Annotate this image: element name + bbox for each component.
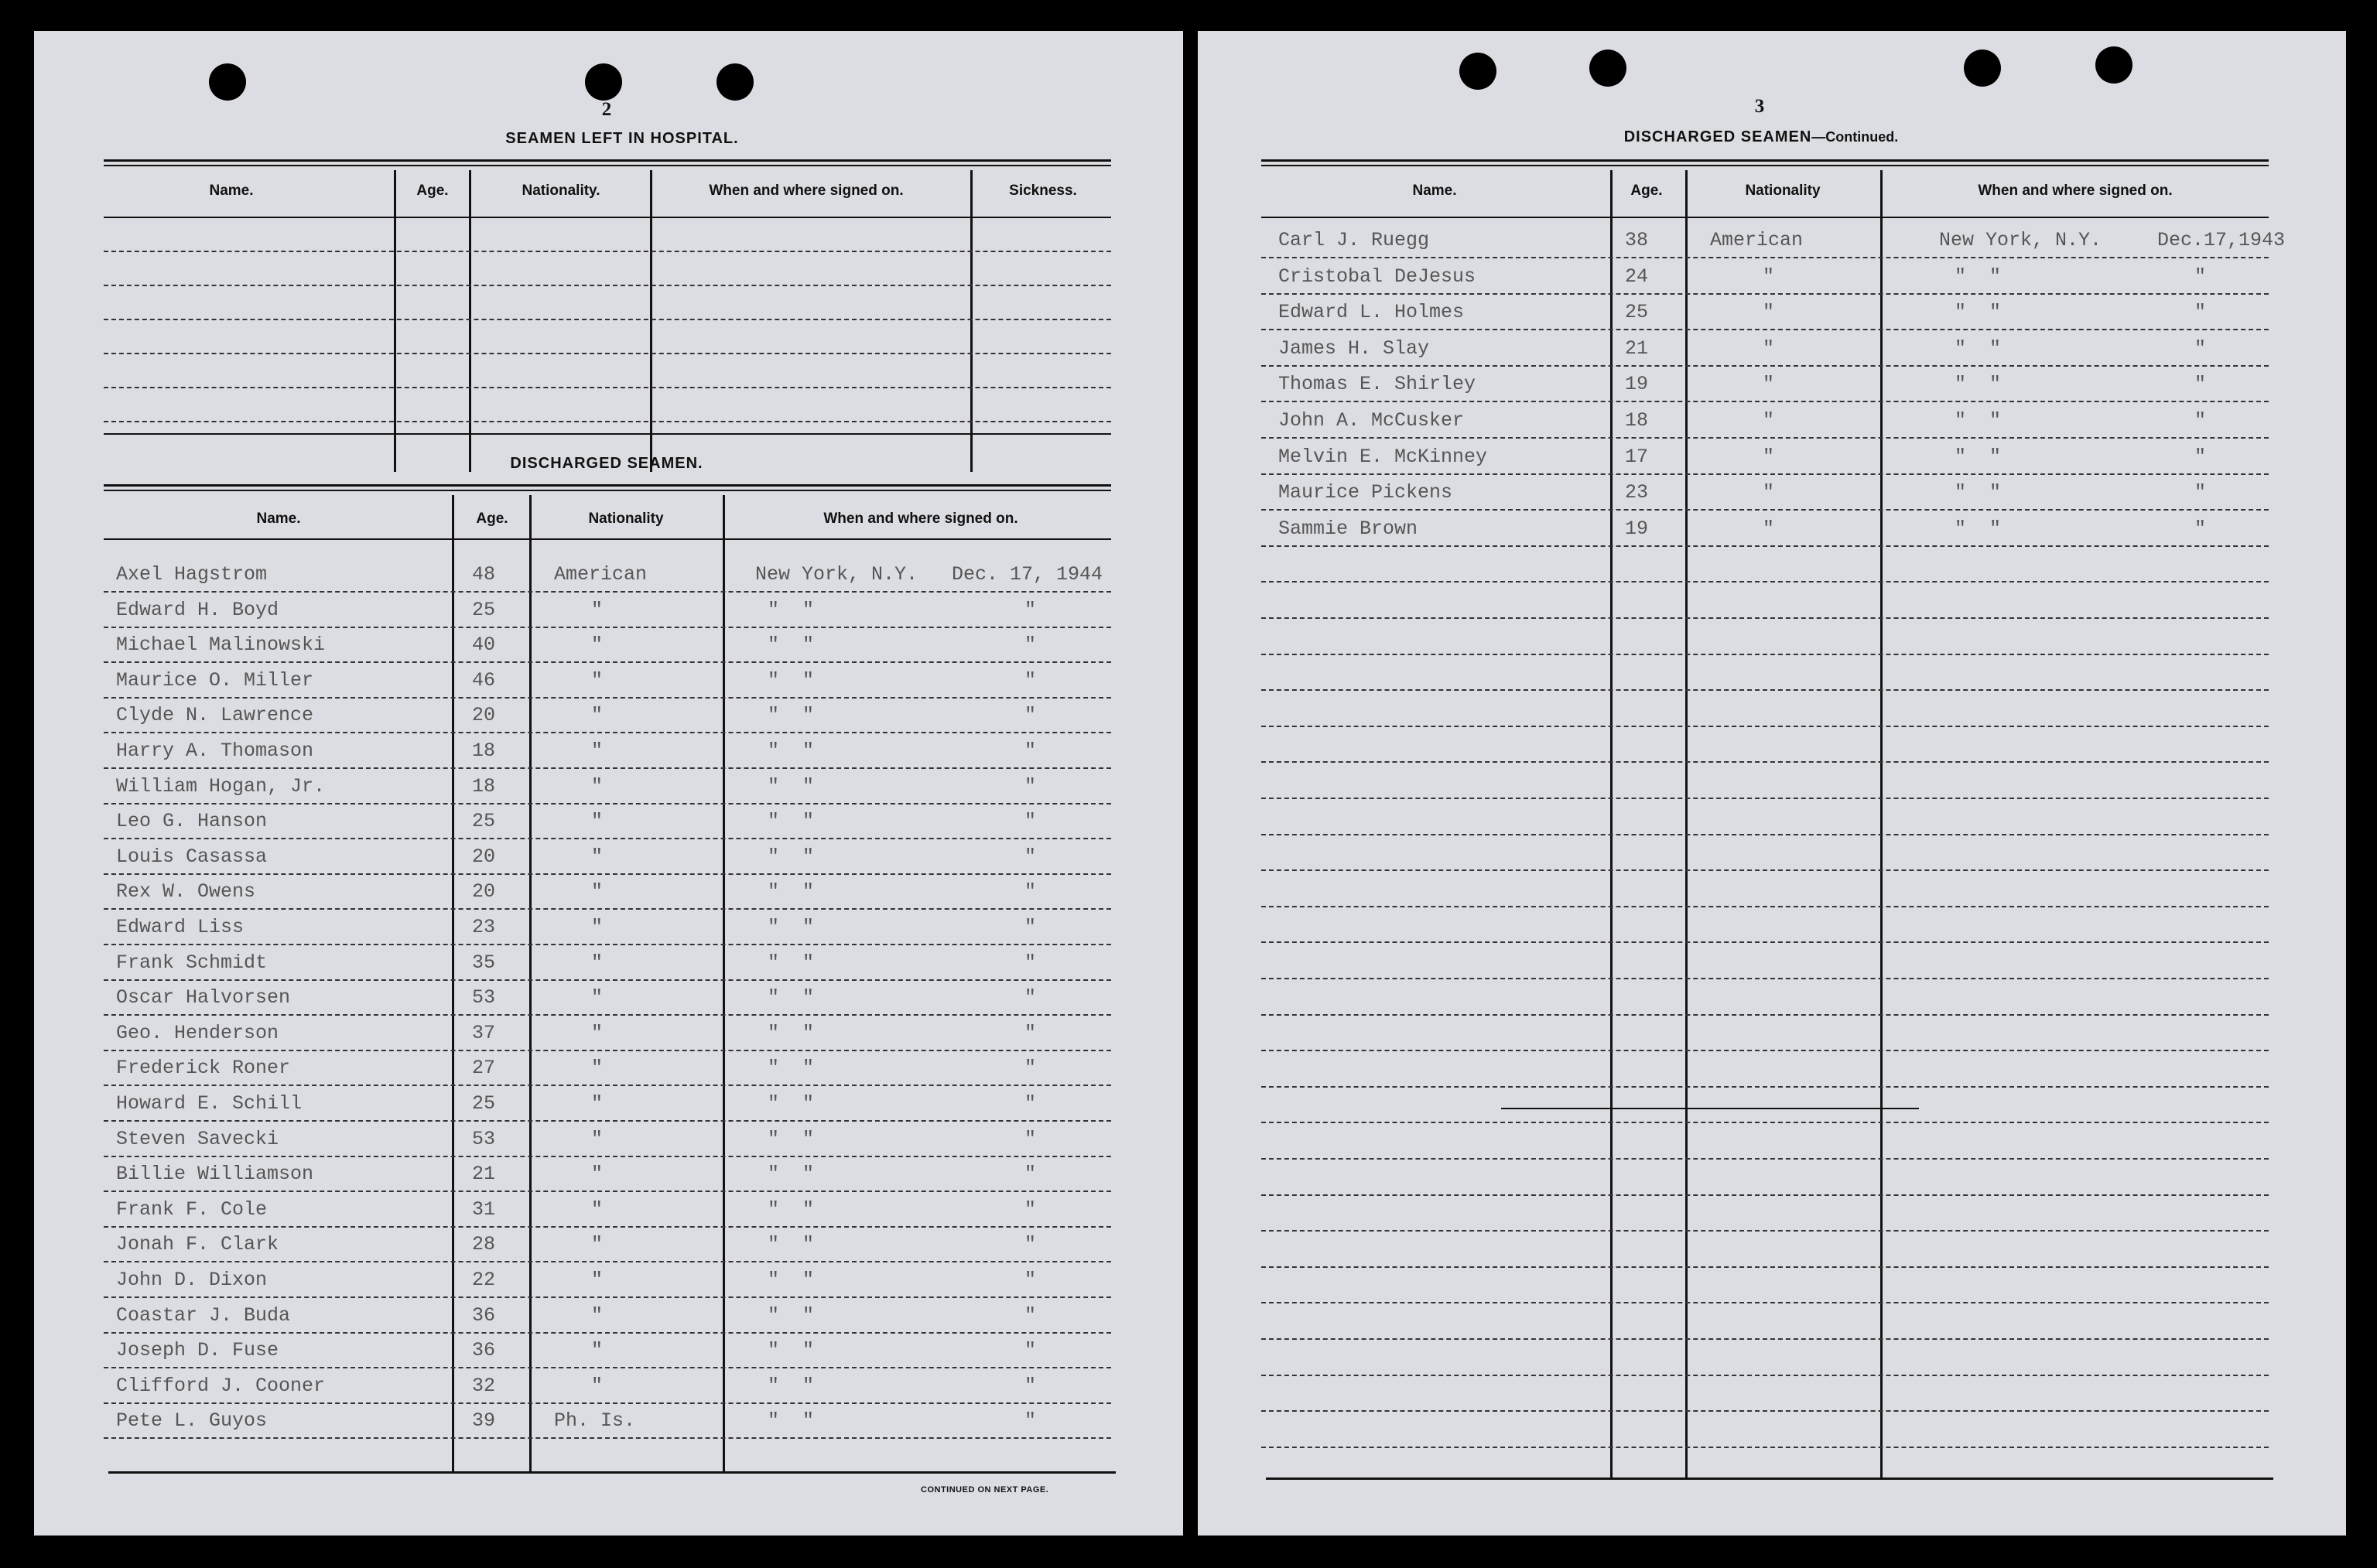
seaman-name: Edward H. Boyd <box>116 599 279 621</box>
seaman-age: 48 <box>472 563 496 586</box>
signed-on-place: " " <box>768 1233 815 1255</box>
punch-hole <box>1459 53 1496 90</box>
dotted-row-line <box>1261 401 2269 402</box>
signed-on-date: " <box>1024 1304 1037 1327</box>
dotted-row-line <box>104 1191 1111 1192</box>
seaman-age: 27 <box>472 1057 496 1079</box>
seaman-nationality: " <box>591 845 604 868</box>
signed-on-date: " <box>2194 301 2207 323</box>
seaman-name: Frank F. Cole <box>116 1198 268 1221</box>
dotted-row-line <box>104 1296 1111 1298</box>
seaman-age: 19 <box>1625 373 1649 395</box>
dotted-row-line <box>1261 941 2269 943</box>
right-header-signed-on: When and where signed on. <box>1978 183 2173 199</box>
signed-on-place: " " <box>768 845 815 868</box>
seaman-name: Frank Schmidt <box>116 951 268 974</box>
dotted-row-line <box>1261 1447 2269 1448</box>
signed-on-place: " " <box>768 634 815 656</box>
signed-on-place: " " <box>1955 446 2002 468</box>
seaman-nationality: " <box>591 634 604 656</box>
signed-on-place: " " <box>768 1375 815 1397</box>
dotted-row-line <box>1261 1086 2269 1088</box>
dotted-row-line <box>104 1050 1111 1051</box>
right-page <box>1198 31 2346 1536</box>
dotted-row-line <box>104 697 1111 699</box>
signed-on-date: " <box>1024 845 1037 868</box>
dotted-row-line <box>1261 617 2269 619</box>
seaman-nationality: " <box>591 1057 604 1079</box>
signed-on-place: " " <box>768 669 815 692</box>
dotted-row-line <box>104 1085 1111 1086</box>
seaman-age: 23 <box>1625 481 1649 504</box>
seaman-name: Howard E. Schill <box>116 1092 303 1115</box>
seaman-nationality: " <box>591 599 604 621</box>
seaman-age: 37 <box>472 1022 496 1044</box>
dotted-row-line <box>1261 689 2269 691</box>
seaman-nationality: " <box>591 1163 604 1185</box>
dotted-row-line <box>1261 834 2269 835</box>
dotted-row-line <box>1261 906 2269 907</box>
dotted-row-line <box>104 1226 1111 1228</box>
dotted-row-line <box>104 979 1111 981</box>
seaman-age: 18 <box>472 740 496 762</box>
seaman-name: Edward L. Holmes <box>1278 301 1465 323</box>
signed-on-date: " <box>1024 1233 1037 1255</box>
signed-on-place: New York, N.Y. <box>755 563 918 586</box>
right-header-age: Age. <box>1630 183 1663 199</box>
dotted-row-line <box>1261 1338 2269 1340</box>
dotted-row-line <box>104 421 1111 422</box>
signed-on-place: " " <box>768 740 815 762</box>
signed-on-date: " <box>1024 916 1037 938</box>
seaman-nationality: " <box>591 1304 604 1327</box>
seaman-age: 25 <box>472 1092 496 1115</box>
dotted-row-line <box>1261 257 2269 258</box>
dotted-row-line <box>1261 1302 2269 1303</box>
column-divider <box>723 495 725 1471</box>
dotted-row-line <box>1261 1375 2269 1376</box>
signed-on-date: " <box>1024 1409 1037 1432</box>
discharged-header-nationality: Nationality <box>588 511 664 527</box>
right-bottom-rule <box>1266 1477 2273 1480</box>
signed-on-date: " <box>1024 740 1037 762</box>
signed-on-date: " <box>1024 669 1037 692</box>
seaman-name: Edward Liss <box>116 916 245 938</box>
signed-on-date: " <box>1024 634 1037 656</box>
hospital-header-age: Age. <box>416 183 449 199</box>
punch-hole <box>1964 50 2001 87</box>
dotted-row-line <box>1261 1122 2269 1123</box>
signed-on-date: " <box>2194 265 2207 288</box>
dotted-row-line <box>1261 1050 2269 1051</box>
seaman-age: 38 <box>1625 229 1649 251</box>
hospital-top-rule <box>104 159 1111 166</box>
signed-on-place: " " <box>1955 265 2002 288</box>
seaman-age: 18 <box>472 775 496 798</box>
seaman-name: Oscar Halvorsen <box>116 986 291 1009</box>
dotted-row-line <box>1261 437 2269 439</box>
seaman-age: 25 <box>1625 301 1649 323</box>
signed-on-place: " " <box>768 599 815 621</box>
seaman-age: 36 <box>472 1339 496 1361</box>
column-divider <box>970 170 973 472</box>
seaman-name: Pete L. Guyos <box>116 1409 268 1432</box>
seaman-age: 25 <box>472 599 496 621</box>
column-divider <box>469 170 471 472</box>
dotted-row-line <box>104 944 1111 945</box>
punch-hole <box>2095 46 2132 84</box>
hospital-header-rule <box>104 217 1111 218</box>
dotted-row-line <box>1261 1266 2269 1268</box>
signed-on-place: " " <box>768 880 815 903</box>
seaman-age: 25 <box>472 810 496 832</box>
seaman-nationality: American <box>554 563 648 586</box>
seaman-name: Clifford J. Cooner <box>116 1375 326 1397</box>
seaman-nationality: " <box>591 704 604 726</box>
seaman-age: 40 <box>472 634 496 656</box>
seaman-name: Louis Casassa <box>116 845 268 868</box>
discharged-header-signed-on: When and where signed on. <box>823 511 1018 527</box>
dotted-row-line <box>1261 1158 2269 1160</box>
dotted-row-line <box>104 1367 1111 1368</box>
dotted-row-line <box>1261 1410 2269 1412</box>
signed-on-date: " <box>1024 1128 1037 1150</box>
title-suffix: —Continued. <box>1811 129 1899 145</box>
blank-rule <box>1501 1108 1919 1109</box>
seaman-name: Leo G. Hanson <box>116 810 268 832</box>
dotted-row-line <box>104 591 1111 593</box>
column-divider <box>650 170 652 472</box>
signed-on-date: " <box>1024 986 1037 1009</box>
dotted-row-line <box>104 1437 1111 1439</box>
signed-on-place: " " <box>768 1339 815 1361</box>
signed-on-place: " " <box>1955 518 2002 540</box>
dotted-row-line <box>1261 869 2269 871</box>
signed-on-place: " " <box>768 1269 815 1291</box>
hospital-header-sickness: Sickness. <box>1009 183 1077 199</box>
seaman-name: Rex W. Owens <box>116 880 256 903</box>
hospital-title: SEAMEN LEFT IN HOSPITAL. <box>505 130 739 147</box>
dotted-row-line <box>1261 365 2269 367</box>
seaman-nationality: " <box>591 1269 604 1291</box>
signed-on-date: Dec. 17, 1944 <box>952 563 1103 586</box>
dotted-row-line <box>1261 473 2269 475</box>
right-top-rule <box>1261 159 2269 166</box>
seaman-name: James H. Slay <box>1278 337 1430 360</box>
hospital-header-name: Name. <box>209 183 254 199</box>
dotted-row-line <box>104 387 1111 388</box>
signed-on-date: " <box>2194 337 2207 360</box>
discharged-continued-title <box>1624 128 1899 146</box>
punch-hole <box>1589 50 1626 87</box>
seaman-nationality: " <box>1763 481 1775 504</box>
signed-on-place: " " <box>768 951 815 974</box>
signed-on-date: " <box>1024 1022 1037 1044</box>
seaman-nationality: " <box>1763 518 1775 540</box>
dotted-row-line <box>104 1402 1111 1404</box>
seaman-name: Maurice O. Miller <box>116 669 314 692</box>
seaman-name: Cristobal DeJesus <box>1278 265 1476 288</box>
column-divider <box>452 495 454 1471</box>
signed-on-date: " <box>1024 1163 1037 1185</box>
discharged-header-rule <box>104 538 1111 540</box>
dotted-row-line <box>104 661 1111 663</box>
hospital-bottom-rule <box>104 433 1111 435</box>
discharged-top-rule <box>104 484 1111 491</box>
signed-on-place: " " <box>768 704 815 726</box>
signed-on-place: " " <box>1955 409 2002 432</box>
seaman-age: 22 <box>472 1269 496 1291</box>
seaman-nationality: " <box>1763 265 1775 288</box>
signed-on-place: " " <box>768 1409 815 1432</box>
seaman-nationality: " <box>591 775 604 798</box>
hospital-header-nationality: Nationality. <box>522 183 600 199</box>
seaman-nationality: " <box>591 916 604 938</box>
discharged-title: DISCHARGED SEAMEN. <box>510 455 703 472</box>
signed-on-date: " <box>1024 951 1037 974</box>
hospital-header-signed-on: When and where signed on. <box>709 183 904 199</box>
dotted-row-line <box>1261 798 2269 799</box>
dotted-row-line <box>1261 978 2269 979</box>
seaman-name: Frederick Roner <box>116 1057 291 1079</box>
signed-on-date: " <box>2194 518 2207 540</box>
seaman-nationality: " <box>591 810 604 832</box>
signed-on-date: " <box>1024 1375 1037 1397</box>
signed-on-date: " <box>2194 373 2207 395</box>
seaman-age: 35 <box>472 951 496 974</box>
seaman-age: 46 <box>472 669 496 692</box>
dotted-row-line <box>104 838 1111 839</box>
seaman-nationality: " <box>591 986 604 1009</box>
seaman-nationality: " <box>591 740 604 762</box>
seaman-nationality: " <box>591 951 604 974</box>
seaman-age: 18 <box>1625 409 1649 432</box>
dotted-row-line <box>104 1261 1111 1262</box>
seaman-nationality: " <box>591 1022 604 1044</box>
seaman-age: 32 <box>472 1375 496 1397</box>
continued-note: CONTINUED ON NEXT PAGE. <box>921 1485 1049 1495</box>
dotted-row-line <box>1261 293 2269 295</box>
seaman-name: Michael Malinowski <box>116 634 326 656</box>
seaman-nationality: " <box>1763 409 1775 432</box>
seaman-nationality: American <box>1710 229 1804 251</box>
seaman-name: Coastar J. Buda <box>116 1304 291 1327</box>
seaman-name: Clyde N. Lawrence <box>116 704 314 726</box>
seaman-name: Geo. Henderson <box>116 1022 279 1044</box>
signed-on-place: " " <box>1955 373 2002 395</box>
dotted-row-line <box>1261 761 2269 763</box>
signed-on-place: New York, N.Y. <box>1939 229 2102 251</box>
seaman-name: Maurice Pickens <box>1278 481 1453 504</box>
seaman-name: William Hogan, Jr. <box>116 775 326 798</box>
dotted-row-line <box>104 1120 1111 1122</box>
seaman-age: 39 <box>472 1409 496 1432</box>
seaman-name: Jonah F. Clark <box>116 1233 279 1255</box>
dotted-row-line <box>1261 1230 2269 1232</box>
seaman-nationality: " <box>591 1233 604 1255</box>
signed-on-date: " <box>2194 481 2207 504</box>
seaman-nationality: " <box>591 880 604 903</box>
dotted-row-line <box>1261 329 2269 330</box>
signed-on-date: " <box>2194 446 2207 468</box>
seaman-name: Harry A. Thomason <box>116 740 314 762</box>
seaman-name: Joseph D. Fuse <box>116 1339 279 1361</box>
signed-on-place: " " <box>768 775 815 798</box>
seaman-age: 20 <box>472 704 496 726</box>
discharged-header-age: Age. <box>476 511 508 527</box>
signed-on-date: " <box>1024 810 1037 832</box>
signed-on-place: " " <box>768 916 815 938</box>
dotted-row-line <box>1261 581 2269 582</box>
dotted-row-line <box>104 1014 1111 1016</box>
signed-on-place: " " <box>768 810 815 832</box>
dotted-row-line <box>1261 545 2269 547</box>
seaman-age: 19 <box>1625 518 1649 540</box>
signed-on-date: " <box>1024 599 1037 621</box>
page-number: 3 <box>1754 96 1765 117</box>
dotted-row-line <box>104 908 1111 910</box>
signed-on-place: " " <box>768 1022 815 1044</box>
seaman-age: 53 <box>472 1128 496 1150</box>
signed-on-place: " " <box>768 1057 815 1079</box>
signed-on-date: " <box>1024 1269 1037 1291</box>
seaman-age: 23 <box>472 916 496 938</box>
dotted-row-line <box>104 873 1111 875</box>
seaman-nationality: " <box>1763 301 1775 323</box>
signed-on-place: " " <box>768 1198 815 1221</box>
signed-on-place: " " <box>1955 337 2002 360</box>
seaman-nationality: " <box>591 1198 604 1221</box>
seaman-age: 36 <box>472 1304 496 1327</box>
discharged-bottom-rule <box>108 1471 1116 1474</box>
signed-on-place: " " <box>768 1092 815 1115</box>
signed-on-date: " <box>1024 880 1037 903</box>
signed-on-date: " <box>1024 704 1037 726</box>
title-main: DISCHARGED SEAMEN <box>1623 128 1812 145</box>
dotted-row-line <box>1261 654 2269 655</box>
dotted-row-line <box>104 1332 1111 1334</box>
seaman-age: 24 <box>1625 265 1649 288</box>
signed-on-date: " <box>1024 1339 1037 1361</box>
column-divider <box>394 170 396 472</box>
signed-on-place: " " <box>768 1163 815 1185</box>
signed-on-place: " " <box>1955 481 2002 504</box>
seaman-name: Axel Hagstrom <box>116 563 268 586</box>
seaman-age: 20 <box>472 845 496 868</box>
seaman-age: 20 <box>472 880 496 903</box>
dotted-row-line <box>104 353 1111 354</box>
dotted-row-line <box>1261 1014 2269 1016</box>
right-header-nationality: Nationality <box>1745 183 1821 199</box>
seaman-name: Carl J. Ruegg <box>1278 229 1430 251</box>
dotted-row-line <box>104 732 1111 733</box>
dotted-row-line <box>1261 1194 2269 1196</box>
page-number: 2 <box>601 99 612 120</box>
seaman-nationality: " <box>591 1092 604 1115</box>
signed-on-place: " " <box>768 1304 815 1327</box>
right-header-rule <box>1261 217 2269 218</box>
signed-on-date: " <box>1024 775 1037 798</box>
seaman-nationality: " <box>591 1128 604 1150</box>
discharged-header-name: Name. <box>256 511 301 527</box>
dotted-row-line <box>104 627 1111 628</box>
dotted-row-line <box>104 767 1111 769</box>
dotted-row-line <box>104 285 1111 286</box>
signed-on-date: " <box>1024 1198 1037 1221</box>
dotted-row-line <box>104 803 1111 804</box>
seaman-nationality: " <box>591 669 604 692</box>
dotted-row-line <box>104 1156 1111 1157</box>
signed-on-place: " " <box>768 986 815 1009</box>
seaman-name: Sammie Brown <box>1278 518 1418 540</box>
punch-hole <box>717 63 754 101</box>
signed-on-place: " " <box>1955 301 2002 323</box>
seaman-nationality: Ph. Is. <box>554 1409 636 1432</box>
seaman-name: John A. McCusker <box>1278 409 1465 432</box>
seaman-nationality: " <box>1763 337 1775 360</box>
seaman-age: 17 <box>1625 446 1649 468</box>
seaman-nationality: " <box>591 1375 604 1397</box>
signed-on-date: " <box>1024 1057 1037 1079</box>
seaman-age: 21 <box>1625 337 1649 360</box>
seaman-name: Thomas E. Shirley <box>1278 373 1476 395</box>
seaman-nationality: " <box>1763 446 1775 468</box>
dotted-row-line <box>1261 726 2269 727</box>
seaman-name: Melvin E. McKinney <box>1278 446 1488 468</box>
signed-on-place: " " <box>768 1128 815 1150</box>
dotted-row-line <box>104 251 1111 252</box>
signed-on-date: " <box>1024 1092 1037 1115</box>
column-divider <box>529 495 532 1471</box>
seaman-nationality: " <box>591 1339 604 1361</box>
punch-hole <box>209 63 246 101</box>
signed-on-date: Dec.17,1943 <box>2157 229 2286 251</box>
seaman-age: 31 <box>472 1198 496 1221</box>
dotted-row-line <box>104 319 1111 320</box>
right-header-name: Name. <box>1412 183 1457 199</box>
seaman-age: 28 <box>472 1233 496 1255</box>
signed-on-date: " <box>2194 409 2207 432</box>
seaman-name: Steven Savecki <box>116 1128 279 1150</box>
seaman-name: John D. Dixon <box>116 1269 268 1291</box>
dotted-row-line <box>1261 509 2269 511</box>
seaman-age: 21 <box>472 1163 496 1185</box>
seaman-nationality: " <box>1763 373 1775 395</box>
seaman-name: Billie Williamson <box>116 1163 314 1185</box>
left-page <box>34 31 1183 1536</box>
punch-hole <box>585 63 622 101</box>
seaman-age: 53 <box>472 986 496 1009</box>
